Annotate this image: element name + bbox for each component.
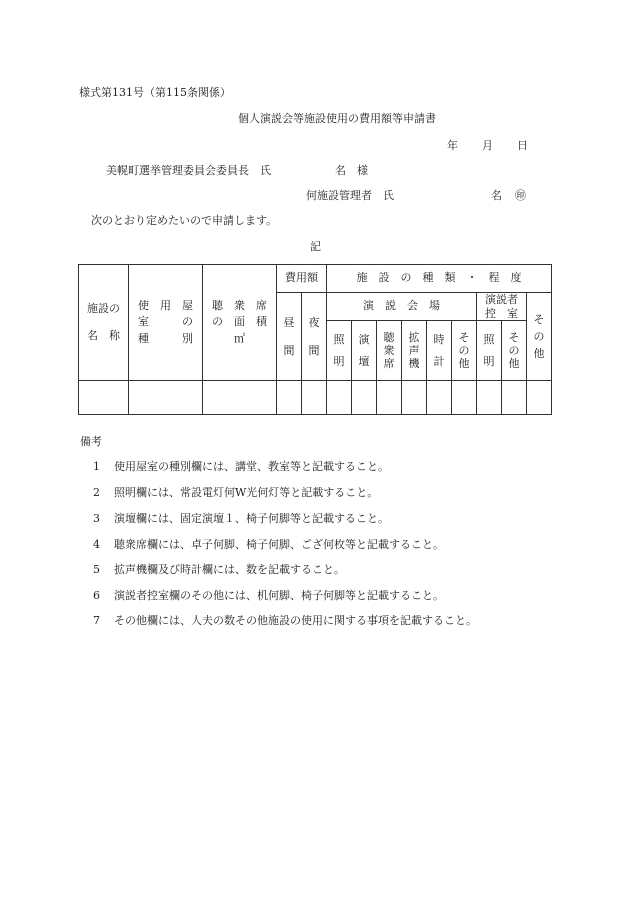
note-item: 3 演壇欄には、固定演壇１、椅子何脚等と記載すること。	[93, 512, 389, 525]
note-item: 1 使用屋室の種別欄には、講堂、教室等と記載すること。	[93, 460, 389, 473]
page-title: 個人演説会等施設使用の費用額等申請書	[238, 112, 436, 125]
room-type-cell[interactable]	[129, 381, 203, 415]
daytime-header: 昼 間	[277, 293, 302, 381]
intro-text: 次のとおり定めたいので申請します。	[91, 214, 278, 227]
cost-header: 費用額	[277, 265, 327, 293]
table-row	[79, 381, 552, 415]
hall-other-header: そ の 他	[452, 321, 477, 381]
audience-seats-header: 聴 衆 席	[377, 321, 402, 381]
podium-header: 演 壇	[352, 321, 377, 381]
lighting-header: 照 明	[327, 321, 352, 381]
daytime-cell[interactable]	[277, 381, 302, 415]
ki-label: 記	[310, 240, 321, 253]
nighttime-header: 夜 間	[302, 293, 327, 381]
date-month-label: 月	[482, 139, 493, 152]
other-main-header: そ の 他	[527, 293, 552, 381]
note-item: 2 照明欄には、常設電灯何W光何灯等と記載すること。	[93, 486, 379, 499]
audience-seats-cell[interactable]	[377, 381, 402, 415]
waiting-other-header: そ の 他	[502, 321, 527, 381]
addressee-org: 美幌町選挙管理委員会委員長 氏	[106, 164, 271, 177]
note-item: 4 聴衆席欄には、卓子何脚、椅子何脚、ござ何枚等と記載すること。	[93, 538, 444, 551]
waiting-lighting-cell[interactable]	[477, 381, 502, 415]
applicant-name: 名	[491, 189, 502, 202]
date-day-label: 日	[517, 139, 528, 152]
waiting-other-cell[interactable]	[502, 381, 527, 415]
application-table	[78, 264, 552, 415]
audience-area-header: 聴 衆 席 の 面 積 ㎡	[203, 265, 277, 381]
speech-hall-header: 演 説 会 場	[327, 293, 477, 321]
loudspeaker-cell[interactable]	[402, 381, 427, 415]
podium-cell[interactable]	[352, 381, 377, 415]
clock-cell[interactable]	[427, 381, 452, 415]
notes-title: 備考	[80, 435, 102, 448]
nighttime-cell[interactable]	[302, 381, 327, 415]
room-type-header: 使 用 屋 室 の 種 別	[129, 265, 203, 381]
clock-header: 時 計	[427, 321, 452, 381]
note-item: 6 演説者控室欄のその他には、机何脚、椅子何脚等と記載すること。	[93, 589, 444, 602]
applicant-role: 何施設管理者 氏	[306, 189, 394, 202]
waiting-lighting-header: 照 明	[477, 321, 502, 381]
hall-other-cell[interactable]	[452, 381, 477, 415]
waiting-room-header: 演説者 控 室	[477, 293, 527, 321]
note-item: 5 拡声機欄及び時計欄には、数を記載すること。	[93, 563, 345, 576]
note-item: 7 その他欄には、人夫の数その他施設の使用に関する事項を記載すること。	[93, 614, 477, 627]
addressee-name: 名 様	[335, 164, 368, 177]
seal-mark: ㊞	[515, 189, 526, 202]
facility-name-cell[interactable]	[79, 381, 129, 415]
audience-area-cell[interactable]	[203, 381, 277, 415]
lighting-cell[interactable]	[327, 381, 352, 415]
loudspeaker-header: 拡 声 機	[402, 321, 427, 381]
other-main-cell[interactable]	[527, 381, 552, 415]
facility-name-header: 施設の 名 称	[79, 265, 129, 381]
date-year-label: 年	[447, 139, 458, 152]
form-number: 様式第131号（第115条関係）	[79, 86, 231, 99]
facility-type-header: 施 設 の 種 類 ・ 程 度	[327, 265, 552, 293]
